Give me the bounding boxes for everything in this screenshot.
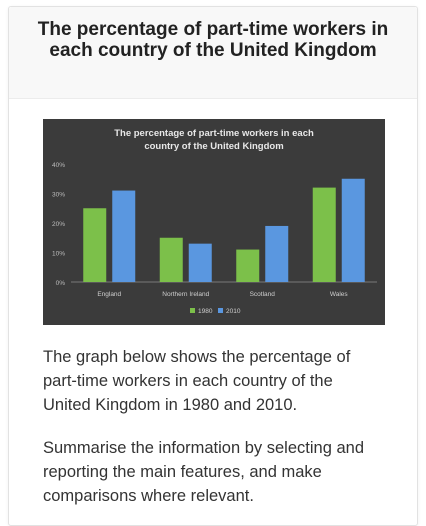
- chart-svg: [43, 119, 385, 325]
- bar-chart: [43, 119, 385, 325]
- x-tick-label: Scotland: [249, 291, 275, 298]
- bar-2010: [112, 191, 135, 282]
- y-tick-label: 0%: [55, 280, 65, 287]
- legend-swatch-2010: [218, 308, 223, 313]
- y-tick-label: 10%: [51, 250, 65, 258]
- bar-1980: [83, 208, 106, 282]
- bar-1980: [160, 238, 183, 282]
- chart-title: The percentage of part-time workers in each country of the United Kingdom: [114, 128, 314, 152]
- legend-swatch-1980: [190, 308, 195, 313]
- y-tick-label: 20%: [51, 221, 65, 228]
- bar-1980: [236, 250, 259, 282]
- bar-2010: [189, 244, 212, 282]
- legend-label: 2010: [226, 308, 241, 315]
- bar-2010: [342, 179, 365, 282]
- y-tick-label: 30%: [51, 191, 65, 199]
- x-tick-label: Northern Ireland: [162, 291, 210, 298]
- card-header: [9, 7, 417, 99]
- page-title: The percentage of part-time workers in each country of the United Kingdom: [37, 19, 389, 61]
- x-tick-label: England: [97, 291, 122, 298]
- task-instruction: Summarise the information by selecting and reporting the main features, and make comparisons where relevant.: [43, 439, 364, 505]
- question-card: [8, 6, 418, 526]
- bar-2010: [265, 226, 288, 282]
- legend-label: 1980: [198, 308, 213, 315]
- bar-1980: [313, 188, 336, 282]
- y-tick-label: 40%: [51, 162, 65, 169]
- x-tick-label: Wales: [329, 291, 348, 298]
- task-description: The graph below shows the percentage of part-time workers in each country of the United Kingdom in 1980 and 2010.: [43, 348, 351, 414]
